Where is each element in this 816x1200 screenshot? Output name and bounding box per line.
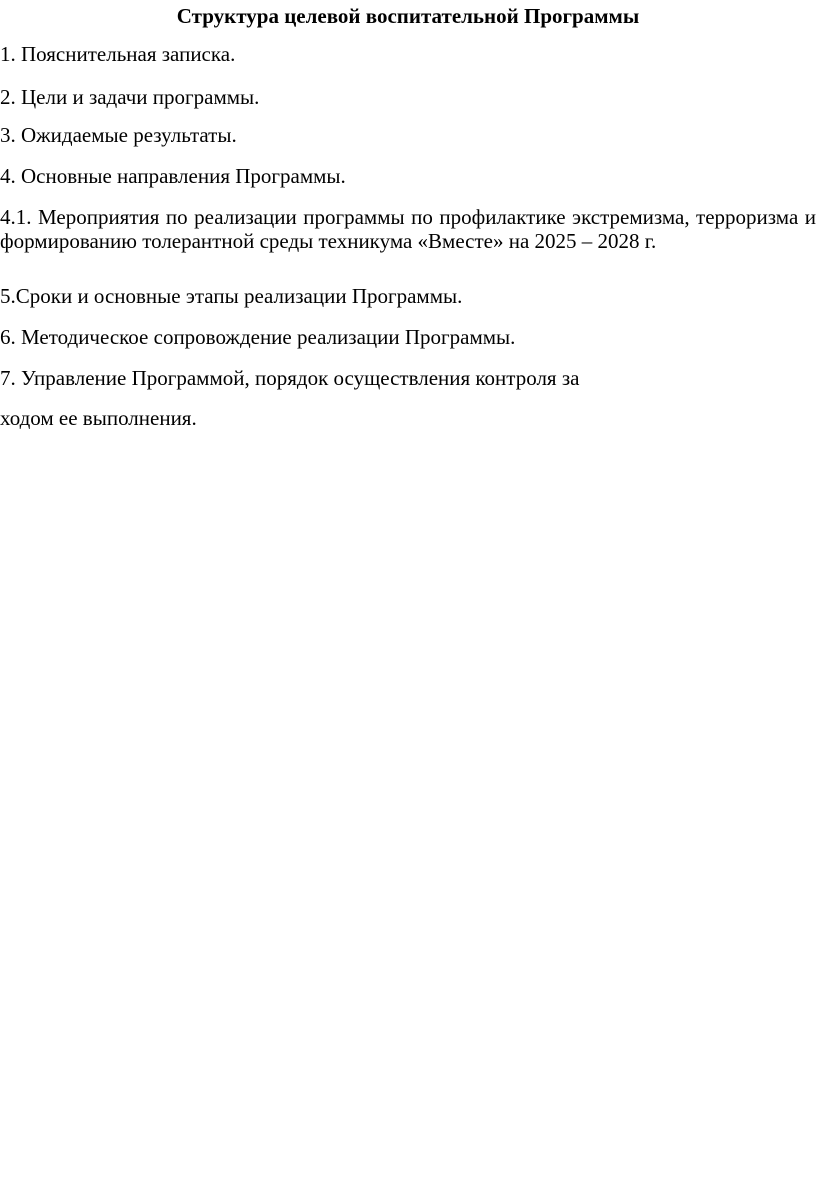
list-item: 1. Пояснительная записка.: [0, 42, 236, 66]
list-item: 6. Методическое сопровождение реализации Программы.: [0, 325, 516, 349]
document-title: Структура целевой воспитательной Программы: [176, 4, 640, 28]
list-item: 2. Цели и задачи программы.: [0, 85, 260, 109]
list-item: ходом ее выполнения.: [0, 406, 197, 430]
list-item: 7. Управление Программой, порядок осуществления контроля за: [0, 366, 580, 390]
list-item: 3. Ожидаемые результаты.: [0, 123, 237, 147]
list-item: 4. Основные направления Программы.: [0, 164, 346, 188]
list-item: 5.Сроки и основные этапы реализации Программы.: [0, 284, 463, 308]
list-item: 4.1. Мероприятия по реализации программы по профилактике экстремизма, терроризма и формированию толерантной среды техникума «Вместе» на 2025 – 2028 г.: [0, 205, 816, 253]
